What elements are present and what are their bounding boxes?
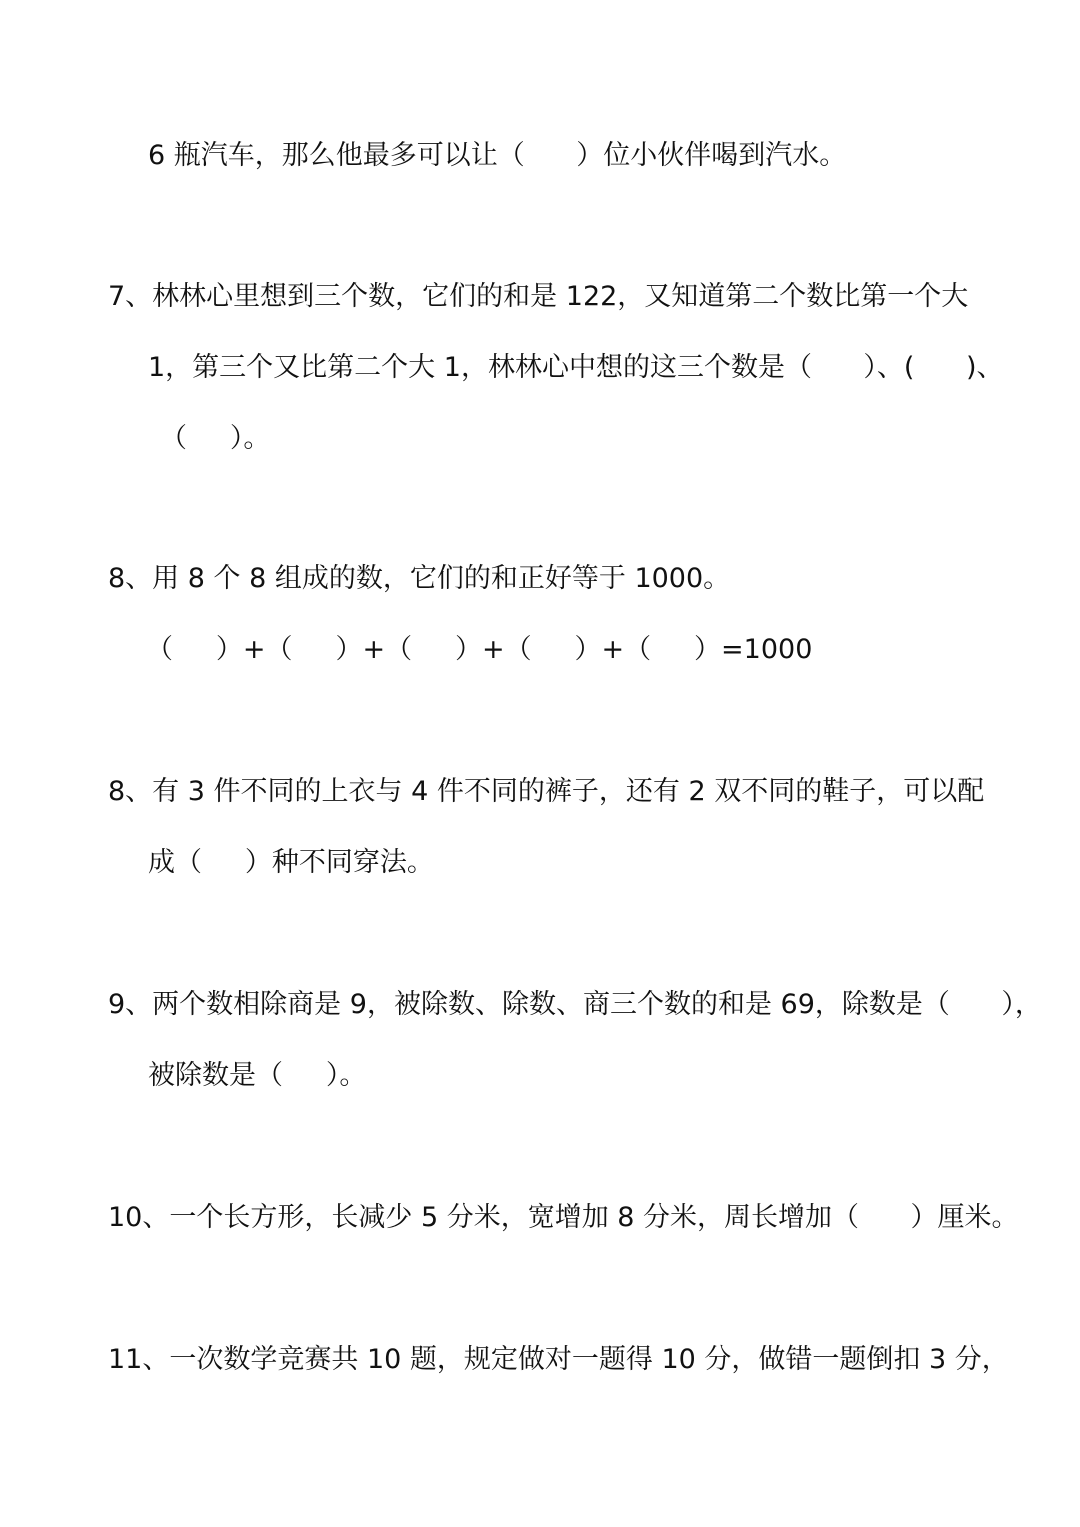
question-8a-equation: （ ）+（ ）+（ ）+（ ）+（ ）=1000 bbox=[146, 634, 813, 665]
question-9-line-2: 被除数是（ ）。 bbox=[148, 1060, 367, 1091]
question-8b-line-1: 8、有 3 件不同的上衣与 4 件不同的裤子，还有 2 双不同的鞋子，可以配 bbox=[108, 776, 985, 807]
question-10-line-1: 10、一个长方形，长减少 5 分米，宽增加 8 分米，周长增加（ ）厘米。 bbox=[108, 1202, 1019, 1233]
question-6-continuation: 6 瓶汽车，那么他最多可以让（ ）位小伙伴喝到汽水。 bbox=[148, 140, 847, 171]
question-8a-line-1: 8、用 8 个 8 组成的数，它们的和正好等于 1000。 bbox=[108, 563, 731, 594]
question-7-line-2: 1，第三个又比第二个大 1，林林心中想的这三个数是（ ）、( )、 bbox=[148, 352, 1004, 383]
question-7-line-3: （ ）。 bbox=[160, 423, 271, 454]
question-8b-line-2: 成（ ）种不同穿法。 bbox=[148, 847, 434, 878]
question-11-line-1: 11、一次数学竞赛共 10 题，规定做对一题得 10 分，做错一题倒扣 3 分， bbox=[108, 1344, 1009, 1375]
question-7-line-1: 7、林林心里想到三个数，它们的和是 122，又知道第二个数比第一个大 bbox=[108, 281, 969, 312]
question-9-line-1: 9、两个数相除商是 9，被除数、除数、商三个数的和是 69，除数是（ ）， bbox=[108, 989, 1042, 1020]
